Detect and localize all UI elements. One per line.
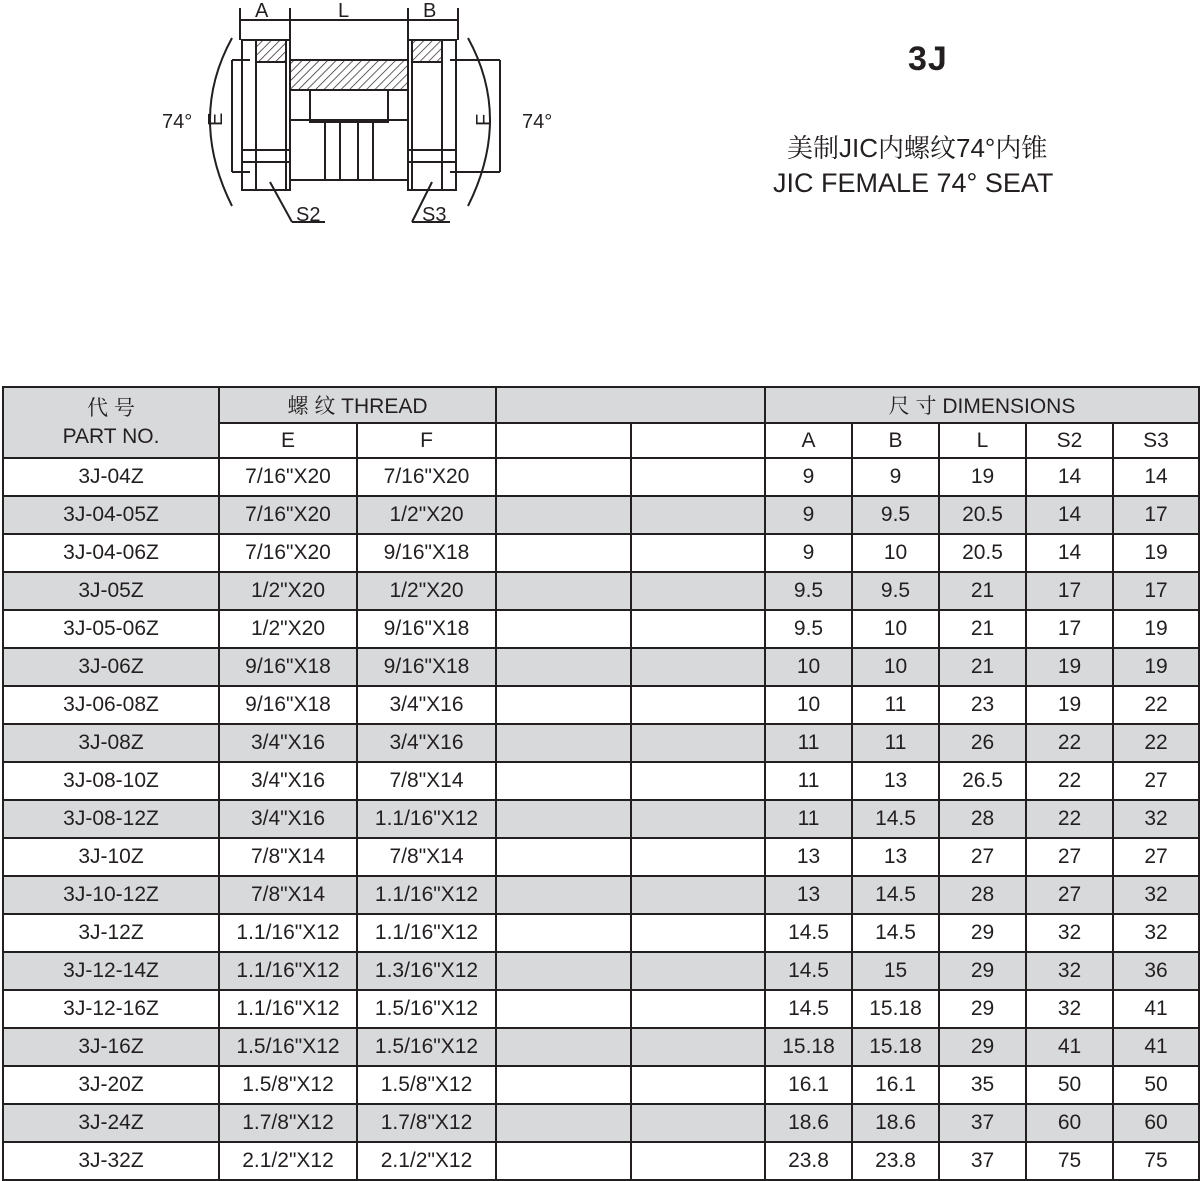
cell-b: 14.5: [852, 800, 939, 838]
cell-blank: [496, 1028, 631, 1066]
model-code: 3J: [908, 40, 948, 78]
cell-f: 3/4"X16: [357, 724, 496, 762]
cell-e: 7/16"X20: [219, 534, 357, 572]
cell-s2: 75: [1026, 1142, 1113, 1180]
title-english: JIC FEMALE 74° SEAT: [773, 168, 1054, 198]
cell-s3: 17: [1113, 572, 1199, 610]
cell-s3: 22: [1113, 724, 1199, 762]
col-header-a: A: [765, 423, 852, 458]
cell-a: 16.1: [765, 1066, 852, 1104]
cell-s2: 60: [1026, 1104, 1113, 1142]
dim-b-label: B: [423, 0, 437, 22]
cell-blank: [631, 534, 765, 572]
cell-f: 1/2"X20: [357, 496, 496, 534]
cell-s3: 41: [1113, 1028, 1199, 1066]
cell-f: 9/16"X18: [357, 648, 496, 686]
cell-a: 13: [765, 876, 852, 914]
cell-blank: [496, 572, 631, 610]
dim-l-label: L: [338, 0, 350, 22]
cell-blank: [631, 1066, 765, 1104]
table-row: [3, 724, 1199, 762]
dim-f-label: F: [473, 113, 495, 126]
cell-blank: [496, 686, 631, 724]
cell-a: 11: [765, 724, 852, 762]
blank-group-header: [496, 387, 765, 423]
cell-f: 1.5/16"X12: [357, 1028, 496, 1066]
cell-s2: 27: [1026, 876, 1113, 914]
cell-s2: 14: [1026, 534, 1113, 572]
table-row: [3, 686, 1199, 724]
title-chinese: 美制JIC内螺纹74°内锥: [787, 133, 1048, 163]
table-row: [3, 1104, 1199, 1142]
angle-right-label: 74°: [522, 111, 553, 133]
cell-blank: [496, 1104, 631, 1142]
cell-a: 11: [765, 762, 852, 800]
table-row: [3, 572, 1199, 610]
dim-e-label: E: [205, 112, 227, 126]
cell-e: 1.1/16"X12: [219, 914, 357, 952]
cell-b: 13: [852, 762, 939, 800]
thread-group-header: 螺 纹 THREAD: [219, 387, 496, 423]
cell-b: 13: [852, 838, 939, 876]
cell-s2: 17: [1026, 572, 1113, 610]
cell-s3: 32: [1113, 876, 1199, 914]
cell-b: 11: [852, 686, 939, 724]
cell-b: 9: [852, 458, 939, 496]
cell-s2: 17: [1026, 610, 1113, 648]
cell-e: 1.1/16"X12: [219, 990, 357, 1028]
cell-a: 23.8: [765, 1142, 852, 1180]
cell-f: 1/2"X20: [357, 572, 496, 610]
cell-b: 9.5: [852, 572, 939, 610]
cell-part: 3J-12-16Z: [3, 990, 219, 1028]
cell-part: 3J-24Z: [3, 1104, 219, 1142]
cell-blank: [631, 496, 765, 534]
cell-blank: [631, 952, 765, 990]
col-header-l: L: [939, 423, 1026, 458]
part-number-header-en: PART NO.: [62, 424, 160, 448]
cell-blank: [631, 838, 765, 876]
cell-l: 26: [939, 724, 1026, 762]
cell-l: 19: [939, 458, 1026, 496]
table-row: [3, 800, 1199, 838]
cell-s3: 17: [1113, 496, 1199, 534]
cell-part: 3J-08Z: [3, 724, 219, 762]
table-row: [3, 838, 1199, 876]
cell-s2: 22: [1026, 800, 1113, 838]
cell-f: 7/8"X14: [357, 838, 496, 876]
cell-e: 1/2"X20: [219, 610, 357, 648]
col-header-blank-1: [496, 423, 631, 458]
cell-f: 3/4"X16: [357, 686, 496, 724]
dim-a-label: A: [255, 0, 269, 22]
cell-s3: 50: [1113, 1066, 1199, 1104]
cell-s2: 32: [1026, 952, 1113, 990]
cell-a: 11: [765, 800, 852, 838]
cell-e: 2.1/2"X12: [219, 1142, 357, 1180]
cell-s3: 19: [1113, 534, 1199, 572]
cell-b: 15: [852, 952, 939, 990]
cell-e: 7/16"X20: [219, 458, 357, 496]
cell-l: 28: [939, 876, 1026, 914]
cell-part: 3J-04-05Z: [3, 496, 219, 534]
cell-part: 3J-10Z: [3, 838, 219, 876]
cell-part: 3J-12Z: [3, 914, 219, 952]
cell-blank: [496, 1142, 631, 1180]
cell-blank: [631, 724, 765, 762]
cell-f: 7/16"X20: [357, 458, 496, 496]
cell-blank: [631, 762, 765, 800]
cell-f: 1.3/16"X12: [357, 952, 496, 990]
table-row: [3, 876, 1199, 914]
cell-l: 29: [939, 952, 1026, 990]
cell-f: 1.7/8"X12: [357, 1104, 496, 1142]
table-row: [3, 534, 1199, 572]
cell-l: 29: [939, 990, 1026, 1028]
cell-l: 29: [939, 1028, 1026, 1066]
cell-s2: 41: [1026, 1028, 1113, 1066]
cell-l: 35: [939, 1066, 1026, 1104]
cell-blank: [496, 762, 631, 800]
cell-blank: [631, 1142, 765, 1180]
s2-label: S2: [296, 204, 321, 226]
cell-b: 15.18: [852, 990, 939, 1028]
cell-blank: [496, 876, 631, 914]
cell-b: 10: [852, 534, 939, 572]
cell-blank: [496, 952, 631, 990]
dimensions-group-header: 尺 寸 DIMENSIONS: [765, 387, 1199, 423]
cell-b: 10: [852, 610, 939, 648]
cell-a: 9: [765, 496, 852, 534]
table-row: [3, 990, 1199, 1028]
cell-s3: 14: [1113, 458, 1199, 496]
cell-blank: [631, 990, 765, 1028]
part-number-header-cn: 代 号: [87, 396, 135, 420]
cell-s3: 36: [1113, 952, 1199, 990]
cell-blank: [496, 458, 631, 496]
cell-part: 3J-08-10Z: [3, 762, 219, 800]
cell-l: 20.5: [939, 534, 1026, 572]
cell-e: 9/16"X18: [219, 648, 357, 686]
table-row: [3, 1066, 1199, 1104]
cell-part: 3J-04Z: [3, 458, 219, 496]
cell-a: 9: [765, 458, 852, 496]
cell-e: 1.7/8"X12: [219, 1104, 357, 1142]
cell-blank: [496, 724, 631, 762]
table-row: [3, 914, 1199, 952]
cell-b: 9.5: [852, 496, 939, 534]
cell-a: 14.5: [765, 914, 852, 952]
cell-e: 7/8"X14: [219, 838, 357, 876]
cell-e: 3/4"X16: [219, 800, 357, 838]
cell-f: 1.1/16"X12: [357, 876, 496, 914]
dimensions-table: [2, 386, 1200, 1181]
cell-f: 2.1/2"X12: [357, 1142, 496, 1180]
table-row: [3, 610, 1199, 648]
cell-l: 21: [939, 610, 1026, 648]
s3-label: S3: [422, 204, 447, 226]
table-row: [3, 1142, 1199, 1180]
part-number-header: [3, 387, 219, 458]
col-header-s3: S3: [1113, 423, 1199, 458]
cell-s3: 32: [1113, 914, 1199, 952]
cell-s3: 19: [1113, 648, 1199, 686]
cell-e: 1.1/16"X12: [219, 952, 357, 990]
cell-l: 20.5: [939, 496, 1026, 534]
cell-l: 28: [939, 800, 1026, 838]
cell-a: 10: [765, 686, 852, 724]
cell-f: 9/16"X18: [357, 610, 496, 648]
cell-blank: [496, 800, 631, 838]
cell-blank: [631, 686, 765, 724]
cell-a: 15.18: [765, 1028, 852, 1066]
table-row: [3, 952, 1199, 990]
cell-s2: 32: [1026, 990, 1113, 1028]
cell-blank: [496, 496, 631, 534]
cell-l: 21: [939, 648, 1026, 686]
cell-s3: 22: [1113, 686, 1199, 724]
cell-blank: [631, 914, 765, 952]
cell-blank: [631, 610, 765, 648]
cell-l: 21: [939, 572, 1026, 610]
cell-e: 7/8"X14: [219, 876, 357, 914]
angle-left-label: 74°: [162, 111, 193, 133]
cell-b: 16.1: [852, 1066, 939, 1104]
cell-blank: [631, 458, 765, 496]
col-header-b: B: [852, 423, 939, 458]
cell-l: 37: [939, 1104, 1026, 1142]
cell-b: 18.6: [852, 1104, 939, 1142]
cell-s2: 19: [1026, 648, 1113, 686]
cell-s3: 32: [1113, 800, 1199, 838]
cell-b: 15.18: [852, 1028, 939, 1066]
cell-f: 1.5/16"X12: [357, 990, 496, 1028]
cell-b: 14.5: [852, 876, 939, 914]
cell-f: 7/8"X14: [357, 762, 496, 800]
cell-a: 13: [765, 838, 852, 876]
cell-b: 11: [852, 724, 939, 762]
cell-l: 26.5: [939, 762, 1026, 800]
cell-s2: 19: [1026, 686, 1113, 724]
cell-l: 29: [939, 914, 1026, 952]
cell-blank: [496, 838, 631, 876]
cell-part: 3J-16Z: [3, 1028, 219, 1066]
cell-f: 1.5/8"X12: [357, 1066, 496, 1104]
col-header-f: F: [357, 423, 496, 458]
cell-part: 3J-32Z: [3, 1142, 219, 1180]
cell-s2: 32: [1026, 914, 1113, 952]
cell-b: 10: [852, 648, 939, 686]
cell-s2: 27: [1026, 838, 1113, 876]
cell-l: 37: [939, 1142, 1026, 1180]
table-row: [3, 1028, 1199, 1066]
cell-s2: 22: [1026, 762, 1113, 800]
cell-part: 3J-05Z: [3, 572, 219, 610]
cell-b: 23.8: [852, 1142, 939, 1180]
cell-blank: [496, 534, 631, 572]
cell-a: 9: [765, 534, 852, 572]
cell-part: 3J-06Z: [3, 648, 219, 686]
cell-f: 1.1/16"X12: [357, 914, 496, 952]
cell-blank: [631, 800, 765, 838]
cell-blank: [631, 1028, 765, 1066]
cell-e: 1/2"X20: [219, 572, 357, 610]
cell-a: 9.5: [765, 572, 852, 610]
cell-s3: 41: [1113, 990, 1199, 1028]
cell-a: 14.5: [765, 952, 852, 990]
cell-s3: 75: [1113, 1142, 1199, 1180]
cell-blank: [496, 1066, 631, 1104]
col-header-s2: S2: [1026, 423, 1113, 458]
cell-s3: 27: [1113, 838, 1199, 876]
cell-a: 14.5: [765, 990, 852, 1028]
cell-f: 1.1/16"X12: [357, 800, 496, 838]
cell-f: 9/16"X18: [357, 534, 496, 572]
fitting-drawing: [150, 0, 570, 235]
cell-part: 3J-12-14Z: [3, 952, 219, 990]
cell-s2: 14: [1026, 458, 1113, 496]
cell-blank: [496, 610, 631, 648]
cell-e: 3/4"X16: [219, 724, 357, 762]
cell-blank: [631, 1104, 765, 1142]
cell-s3: 60: [1113, 1104, 1199, 1142]
col-header-e: E: [219, 423, 357, 458]
cell-blank: [631, 876, 765, 914]
cell-b: 14.5: [852, 914, 939, 952]
cell-blank: [496, 914, 631, 952]
cell-s3: 27: [1113, 762, 1199, 800]
table-row: [3, 496, 1199, 534]
cell-e: 1.5/16"X12: [219, 1028, 357, 1066]
cell-part: 3J-04-06Z: [3, 534, 219, 572]
cell-a: 18.6: [765, 1104, 852, 1142]
cell-a: 10: [765, 648, 852, 686]
cell-part: 3J-20Z: [3, 1066, 219, 1104]
cell-blank: [631, 648, 765, 686]
cell-a: 9.5: [765, 610, 852, 648]
cell-blank: [631, 572, 765, 610]
table-row: [3, 762, 1199, 800]
cell-e: 7/16"X20: [219, 496, 357, 534]
cell-l: 27: [939, 838, 1026, 876]
cell-s3: 19: [1113, 610, 1199, 648]
cell-e: 9/16"X18: [219, 686, 357, 724]
cell-part: 3J-06-08Z: [3, 686, 219, 724]
cell-s2: 50: [1026, 1066, 1113, 1104]
cell-part: 3J-08-12Z: [3, 800, 219, 838]
cell-e: 1.5/8"X12: [219, 1066, 357, 1104]
cell-e: 3/4"X16: [219, 762, 357, 800]
table-row: [3, 648, 1199, 686]
cell-blank: [496, 990, 631, 1028]
cell-s2: 22: [1026, 724, 1113, 762]
col-header-blank-2: [631, 423, 765, 458]
cell-part: 3J-05-06Z: [3, 610, 219, 648]
table-row: [3, 458, 1199, 496]
cell-blank: [496, 648, 631, 686]
cell-s2: 14: [1026, 496, 1113, 534]
cell-part: 3J-10-12Z: [3, 876, 219, 914]
cell-l: 23: [939, 686, 1026, 724]
